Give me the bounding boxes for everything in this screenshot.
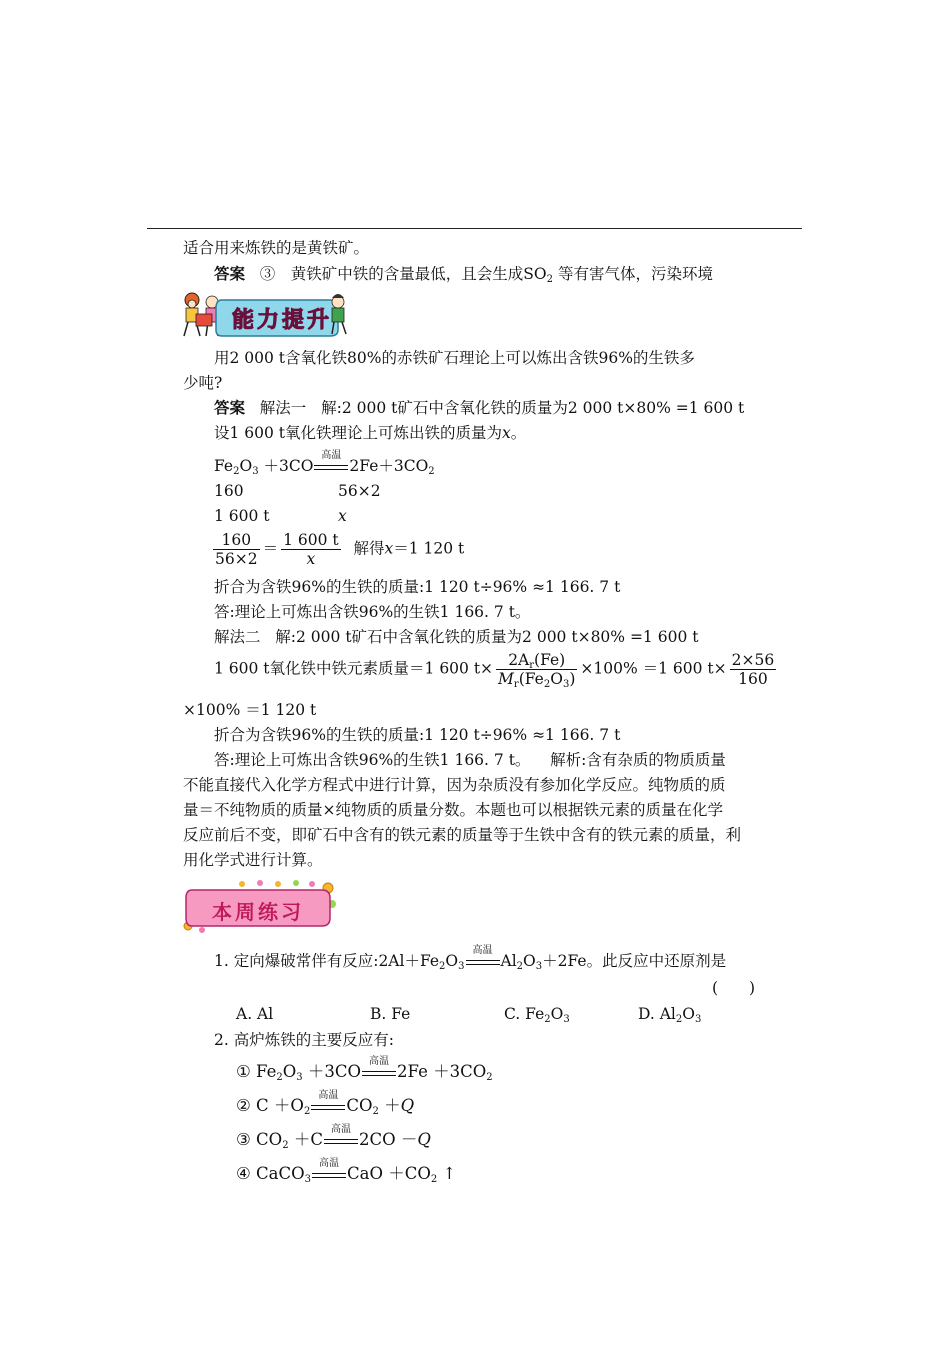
chemical-equation: $Fe_2O_3 +3CO$ 高温 $2Fe+3CO_2$ (214, 450, 435, 477)
reaction-number: ① (236, 1062, 251, 1081)
method2-result: ×100% ＝1 120 t (183, 701, 317, 719)
text: 设1 600 t氧化铁理论上可炼出铁的质量为 (214, 424, 503, 442)
question-2: 2. 高炉炼铁的主要反应有: (214, 1031, 394, 1049)
text: 1 600 t氧化铁中铁元素质量＝1 600 t× (214, 659, 494, 678)
reaction-1: ① $Fe_2O_3 +3CO$ 高温 $2Fe +3CO_2$ (236, 1055, 493, 1083)
option-d: D. $Al_2O_3$ (638, 1005, 702, 1025)
formula: 2Fe＋3CO (349, 457, 429, 475)
analysis-line: 量＝不纯物质的质量×纯物质的质量分数。本题也可以根据铁元素的质量在化学 (183, 801, 723, 819)
question-line: 用2 000 t含氧化铁80%的赤铁矿石理论上可以炼出含铁96%的生铁多 (214, 349, 695, 367)
answer-line (214, 264, 713, 284)
header-rule (147, 228, 802, 229)
analysis-line: 不能直接代入化学方程式中进行计算，因为杂质没有参加化学反应。纯物质的质 (183, 776, 726, 794)
answer-label: 答案 (214, 264, 246, 283)
formula: Al (500, 952, 517, 970)
reaction-number: ② (236, 1096, 251, 1115)
mass-row-right: 56×2 (338, 482, 381, 500)
reaction-3: ③ $CO_2 +C$ 高温 2CO －Q (236, 1123, 431, 1151)
method1-line (214, 423, 526, 443)
method2-iron-mass (214, 651, 779, 688)
actual-row-right: x (338, 507, 347, 525)
text: 1. 定向爆破常伴有反应:2Al＋Fe (214, 952, 440, 970)
reaction-condition: 高温 (466, 955, 500, 969)
method-text: 解:2 000 t矿石中含氧化铁的质量为2 000 t×80% =1 600 t (321, 399, 745, 417)
subscript: 2 (546, 274, 553, 285)
method-title: 解法二 (214, 628, 261, 646)
fraction: $\frac{2\times 56}{160}$ (731, 651, 775, 688)
text: 。 (510, 424, 527, 442)
variable: x (502, 424, 511, 442)
text-line: 适合用来炼铁的是黄铁矿。 (183, 239, 370, 257)
mass-row-left: 160 (214, 482, 244, 500)
reaction-4: ④ CaCO$_3$ 高温 CaO $+CO_2$ ↑ (236, 1157, 457, 1185)
method1-convert: 折合为含铁96%的生铁的质量:1 120 t÷96% ≈1 166. 7 t (214, 578, 621, 596)
reaction-2: ② $C +O_2$ 高温 $CO_2 +Q$ (236, 1089, 415, 1117)
analysis-line: 用化学式进行计算。 (183, 851, 323, 869)
banner-title: 能力提升 (232, 308, 333, 333)
method2-convert: 折合为含铁96%的生铁的质量:1 120 t÷96% ≈1 166. 7 t (214, 726, 621, 744)
text: ×100% ＝1 600 t× (580, 659, 727, 678)
method2-line (214, 627, 698, 647)
method2-conclusion (214, 750, 726, 770)
analysis-label: 解析: (550, 751, 587, 769)
option-a: A. Al (236, 1005, 274, 1023)
analysis-line: 反应前后不变，即矿石中含有的铁元素的质量等于生铁中含有的铁元素的质量，利 (183, 826, 742, 844)
answer-blank: ( ) (712, 979, 756, 997)
reaction-condition: 高温 (324, 1134, 358, 1148)
reaction-condition: 高温 (312, 1168, 346, 1182)
reaction-number: ③ (236, 1130, 251, 1149)
section-banner-weekly (182, 878, 338, 934)
fraction: $\frac{160}{56\times 2}$ (215, 531, 258, 568)
text: 含有杂质的物质质量 (586, 751, 726, 769)
text: ＋2Fe。此反应中还原剂是 (542, 952, 727, 970)
reaction-number: ④ (236, 1164, 251, 1183)
actual-row-left: 1 600 t (214, 507, 270, 525)
section-banner-ability (178, 290, 350, 342)
method1-conclusion: 答:理论上可炼出含铁96%的生铁1 166. 7 t。 (214, 603, 531, 621)
method1-line (214, 398, 744, 418)
proportion: $\frac{160}{56\times 2}$ ＝ $\frac{1 600 t}{x}$ 解得x＝1 120 t (215, 531, 465, 568)
question-line: 少吨? (183, 374, 223, 392)
reaction-condition: 高温 (362, 1066, 396, 1080)
kids-illustration-icon (184, 293, 218, 336)
answer-tail: 等有害气体，污染环境 (557, 265, 713, 283)
fraction: $\frac{2A_r(Fe)}{M_r(Fe_2O_3)}$ (498, 651, 576, 690)
answer-label: 答案 (214, 398, 246, 417)
option-b: B. Fe (370, 1005, 411, 1023)
answer-text: ③ 黄铁矿中铁的含量最低，且会生成SO (259, 265, 547, 283)
text: ＝1 120 t (393, 539, 465, 558)
reaction-condition: 高温 (311, 1100, 345, 1114)
fraction: $\frac{1 600 t}{x}$ (283, 531, 339, 568)
formula: Fe (214, 457, 234, 475)
text: 答:理论上可炼出含铁96%的生铁1 166. 7 t。 (214, 751, 531, 769)
variable: x (384, 539, 394, 558)
option-c: C. $Fe_2O_3$ (504, 1005, 570, 1025)
text: 解得 (353, 539, 385, 558)
reaction-condition: 高温 (314, 460, 348, 474)
question-1: 1. 定向爆破常伴有反应$:2Al+Fe_2O_3$ 高温 $Al_2O_3+2Fe$。此反应中还原剂是 (214, 945, 727, 972)
banner-title: 本周练习 (212, 900, 304, 924)
method-title: 解法一 (259, 399, 307, 417)
method-text: 解:2 000 t矿石中含氧化铁的质量为2 000 t×80% =1 600 t (275, 628, 699, 646)
